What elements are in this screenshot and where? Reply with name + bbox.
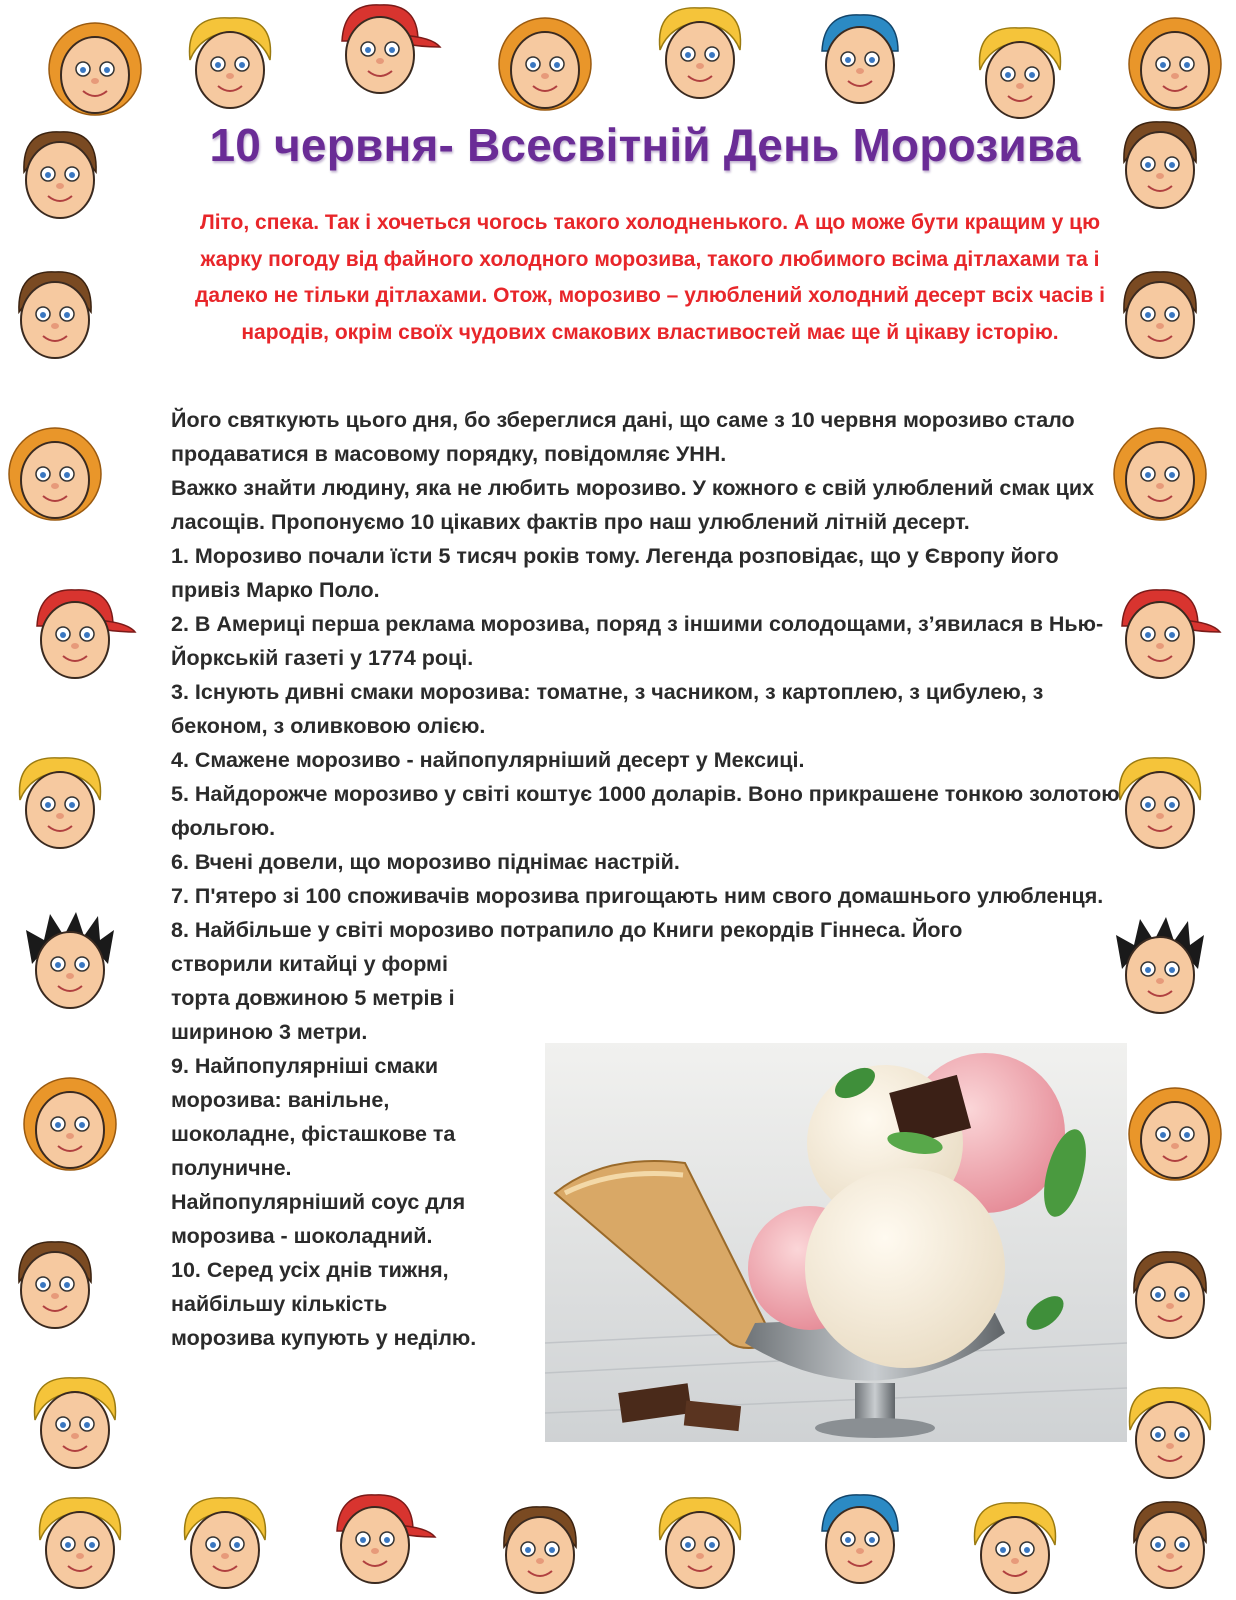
text-line: 9. Найпопулярніші смаки bbox=[171, 1054, 439, 1078]
fact-item: 3. Існують дивні смаки морозива: томатне, з часником, з картоплею, з цибулею, з беконом, з оливковою олією. bbox=[171, 680, 1044, 738]
text-line: торта довжиною 5 метрів і bbox=[171, 986, 455, 1010]
text-line: морозива: ванільне, bbox=[171, 1088, 390, 1112]
ice-cream-photo bbox=[545, 1043, 1127, 1442]
fact-item: 5. Найдорожче морозиво у світі коштує 1000 доларів. Воно прикрашене тонкою золотою фольгою. bbox=[171, 782, 1120, 840]
intro-paragraph: Літо, спека. Так і хочеться чогось такого холодненького. А що може бути кращим у цю жарку погоду від файного холодного морозива, такого любимого всіма дітлахами та і далеко не тільки дітлахами. Отож, морозиво – улюблений холодний десерт всіх часів і народів, окрім своїх чудових смакових властивостей має ще й цікаву історію. bbox=[194, 211, 1105, 344]
narrow-column-text bbox=[171, 947, 506, 1355]
fact-item: 4. Смажене морозиво - найпопулярніший десерт у Мексиці. bbox=[171, 748, 805, 772]
text-line: 10. Серед усіх днів тижня, bbox=[171, 1258, 449, 1282]
text-line: шириною 3 метри. bbox=[171, 1020, 368, 1044]
fact-item: 8. Найбільше у світі морозиво потрапило до Книги рекордів Гіннеса. Його bbox=[171, 918, 963, 942]
text-line: морозива купують у неділю. bbox=[171, 1326, 477, 1350]
text-line: найбільшу кількість bbox=[171, 1292, 388, 1316]
text-line: шоколадне, фісташкове та bbox=[171, 1122, 456, 1146]
page-title: 10 червня- Всесвітній День Морозива bbox=[209, 119, 1081, 171]
fact-item: 6. Вчені довели, що морозиво піднімає настрій. bbox=[171, 850, 680, 874]
text-line: полуничне. bbox=[171, 1156, 292, 1180]
text-line: створили китайці у формі bbox=[171, 952, 448, 976]
fact-item: 2. В Америці перша реклама морозива, поряд з іншими солодощами, з’явилася в Нью-Йоркській газеті у 1774 році. bbox=[171, 612, 1104, 670]
text-line: Найпопулярніший соус для bbox=[171, 1190, 466, 1214]
text-line: морозива - шоколадний. bbox=[171, 1224, 433, 1248]
paragraph: Його святкують цього дня, бо збереглися дані, що саме з 10 червня морозиво стало продаватися в масовому порядку, повідомляє УНН. bbox=[171, 408, 1075, 466]
fact-item: 7. П'ятеро зі 100 споживачів морозива пригощають ним свого домашнього улюбленця. bbox=[171, 884, 1104, 908]
fact-item: 1. Морозиво почали їсти 5 тисяч років тому. Легенда розповідає, що у Європу його привіз Марко Поло. bbox=[171, 544, 1059, 602]
paragraph: Важко знайти людину, яка не любить морозиво. У кожного є свій улюблений смак цих ласощів. Пропонуємо 10 цікавих фактів про наш улюблений літній десерт. bbox=[171, 476, 1095, 534]
